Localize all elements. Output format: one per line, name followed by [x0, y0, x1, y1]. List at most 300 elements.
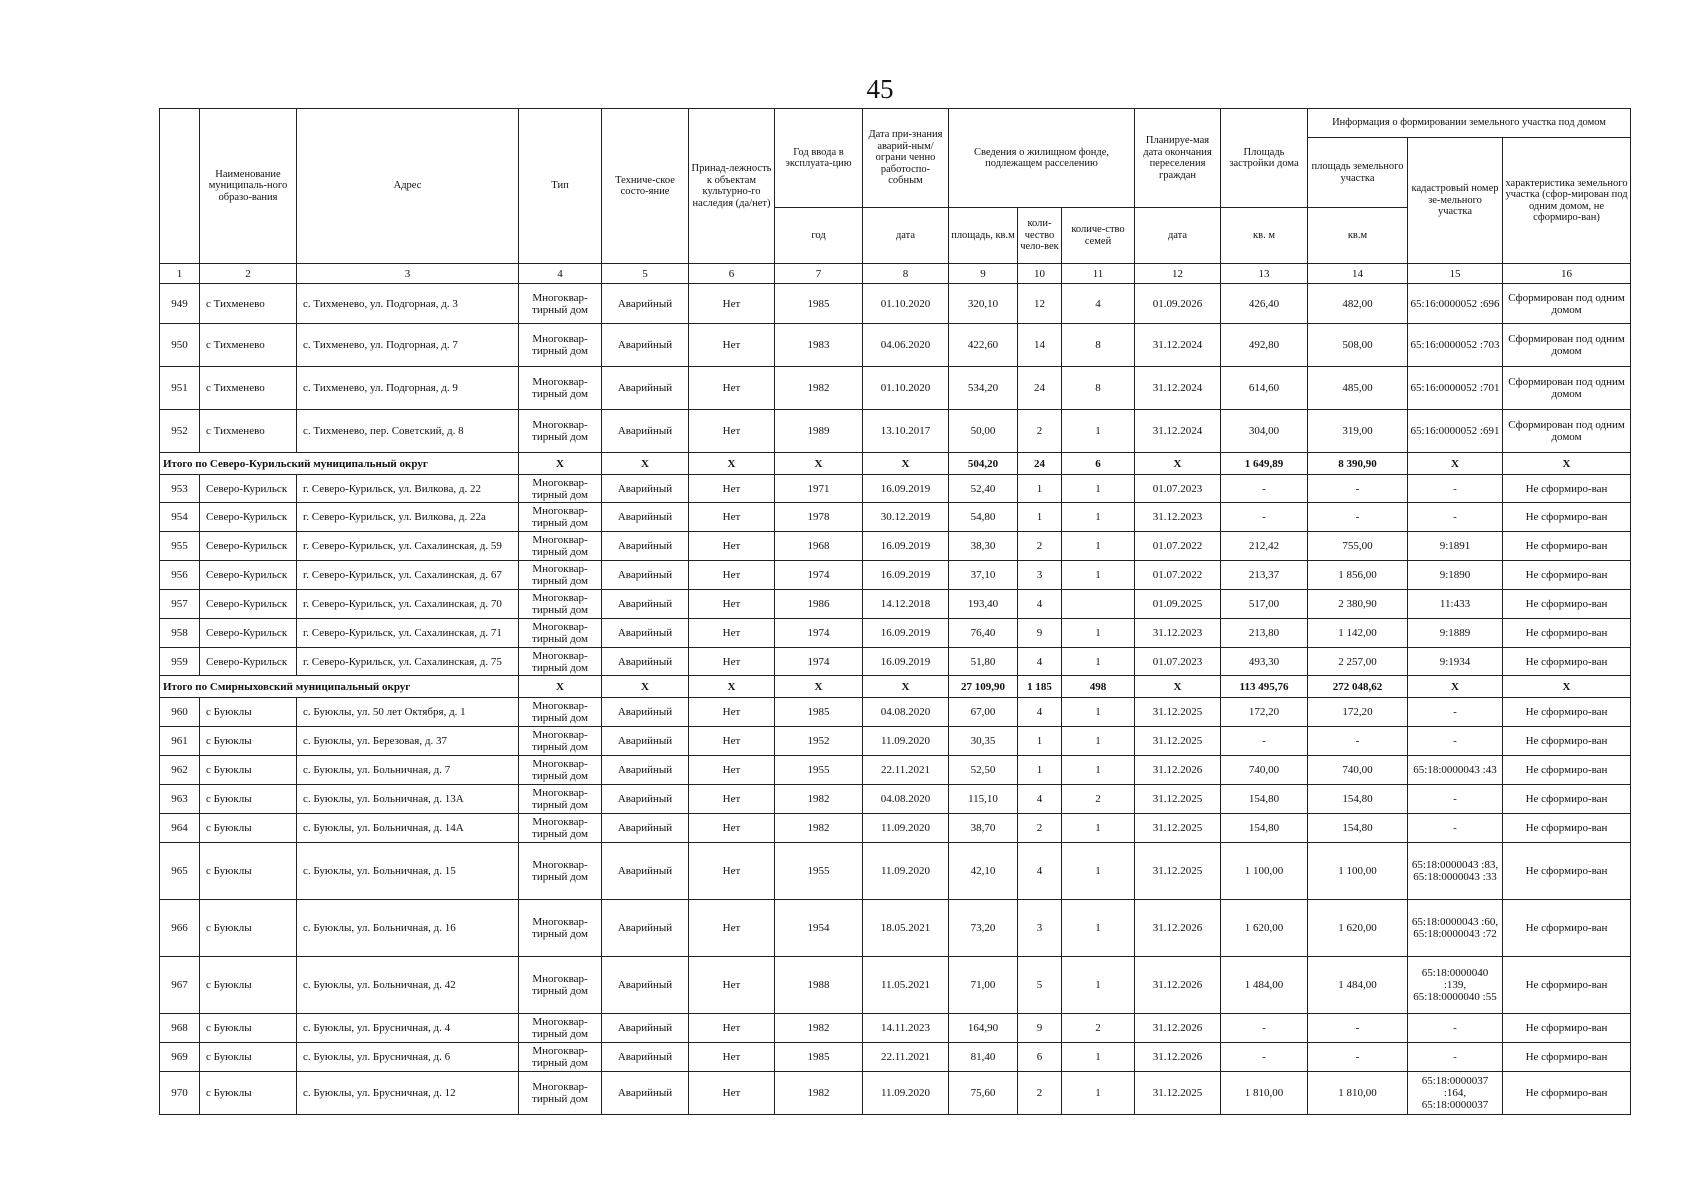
cell-municipality: с Буюклы [200, 1072, 297, 1115]
cell-building-type: Многоквар-тирный дом [519, 410, 602, 453]
table-row [160, 698, 1631, 727]
cell-people-count: 2 [1018, 532, 1062, 561]
cell-building-area: 154,80 [1221, 814, 1308, 843]
cell-planned-resettlement-date: 31.12.2026 [1135, 900, 1221, 957]
cell-people-count: 4 [1018, 698, 1062, 727]
cell-building-type: Многоквар-тирный дом [519, 1014, 602, 1043]
cell-technical-state: Аварийный [602, 727, 689, 756]
cell-building-type: Многоквар-тирный дом [519, 785, 602, 814]
cell-year-commissioned: 1971 [775, 475, 863, 503]
cell-technical-state: Аварийный [602, 561, 689, 590]
cell-housing-area: 52,40 [949, 475, 1018, 503]
cell-family-count: 1 [1062, 843, 1135, 900]
header-land-group: Информация о формировании земельного участка под домом [1308, 109, 1631, 138]
subtotal-planned-resettlement-date: X [1135, 453, 1221, 475]
cell-heritage-flag: Нет [689, 1014, 775, 1043]
cell-municipality: с Буюклы [200, 957, 297, 1014]
emergency-housing-table [159, 108, 1631, 1115]
cell-housing-area: 50,00 [949, 410, 1018, 453]
cell-family-count: 1 [1062, 1072, 1135, 1115]
subtotal-building-area: 113 495,76 [1221, 676, 1308, 698]
header-people: коли-чество чело-век [1018, 208, 1062, 264]
cell-land-area: 1 620,00 [1308, 900, 1408, 957]
cell-building-area: 493,30 [1221, 648, 1308, 676]
header-families: количе-ство семей [1062, 208, 1135, 264]
cell-land-area: 154,80 [1308, 814, 1408, 843]
cell-date-recognized: 16.09.2019 [863, 619, 949, 648]
cell-building-area: 740,00 [1221, 756, 1308, 785]
cell-family-count [1062, 590, 1135, 619]
cell-municipality: с Тихменево [200, 367, 297, 410]
cell-land-status: Не сформиро-ван [1503, 1072, 1631, 1115]
cell-address: с. Буюклы, ул. Больничная, д. 15 [297, 843, 519, 900]
cell-people-count: 12 [1018, 284, 1062, 324]
cell-land-status: Не сформиро-ван [1503, 785, 1631, 814]
cell-row-number: 965 [160, 843, 200, 900]
cell-housing-area: 115,10 [949, 785, 1018, 814]
cell-building-area: 426,40 [1221, 284, 1308, 324]
cell-land-area: - [1308, 1043, 1408, 1072]
cell-housing-area: 320,10 [949, 284, 1018, 324]
cell-heritage-flag: Нет [689, 590, 775, 619]
cell-year-commissioned: 1955 [775, 756, 863, 785]
cell-building-area: - [1221, 503, 1308, 532]
cell-date-recognized: 04.08.2020 [863, 698, 949, 727]
header-type: Тип [519, 109, 602, 264]
cell-land-status: Не сформиро-ван [1503, 648, 1631, 676]
cell-cadastral-number: 65:18:0000043 :43 [1408, 756, 1503, 785]
cell-heritage-flag: Нет [689, 561, 775, 590]
table-row [160, 843, 1631, 900]
cell-date-recognized: 11.09.2020 [863, 843, 949, 900]
table-row [160, 619, 1631, 648]
cell-family-count: 1 [1062, 532, 1135, 561]
cell-cadastral-number: - [1408, 475, 1503, 503]
subtotal-label: Итого по Северо-Курильский муниципальный округ [160, 453, 519, 475]
subtotal-people-count: 24 [1018, 453, 1062, 475]
cell-building-type: Многоквар-тирный дом [519, 900, 602, 957]
cell-people-count: 4 [1018, 648, 1062, 676]
cell-family-count: 1 [1062, 900, 1135, 957]
cell-people-count: 3 [1018, 900, 1062, 957]
cell-date-recognized: 14.11.2023 [863, 1014, 949, 1043]
cell-address: г. Северо-Курильск, ул. Сахалинская, д. 70 [297, 590, 519, 619]
cell-housing-area: 76,40 [949, 619, 1018, 648]
cell-planned-resettlement-date: 31.12.2026 [1135, 756, 1221, 785]
cell-building-area: 172,20 [1221, 698, 1308, 727]
cell-heritage-flag: Нет [689, 900, 775, 957]
cell-family-count: 2 [1062, 1014, 1135, 1043]
cell-heritage-flag: Нет [689, 619, 775, 648]
cell-cadastral-number: 65:16:0000052 :691 [1408, 410, 1503, 453]
cell-housing-area: 30,35 [949, 727, 1018, 756]
cell-date-recognized: 04.08.2020 [863, 785, 949, 814]
subtotal-date-recognized: X [863, 676, 949, 698]
cell-year-commissioned: 1986 [775, 590, 863, 619]
cell-municipality: с Буюклы [200, 1014, 297, 1043]
subtotal-year-commissioned: X [775, 676, 863, 698]
subtotal-heritage-flag: X [689, 676, 775, 698]
cell-land-area: 755,00 [1308, 532, 1408, 561]
subtotal-land-status: X [1503, 676, 1631, 698]
table-body [160, 284, 1631, 1115]
cell-land-area: - [1308, 475, 1408, 503]
table-row [160, 503, 1631, 532]
column-number: 11 [1062, 264, 1135, 284]
cell-housing-area: 73,20 [949, 900, 1018, 957]
cell-cadastral-number: 65:18:0000043 :83, 65:18:0000043 :33 [1408, 843, 1503, 900]
cell-people-count: 2 [1018, 1072, 1062, 1115]
cell-heritage-flag: Нет [689, 756, 775, 785]
table-row [160, 648, 1631, 676]
cell-family-count: 1 [1062, 1043, 1135, 1072]
cell-date-recognized: 11.09.2020 [863, 727, 949, 756]
cell-cadastral-number: - [1408, 1014, 1503, 1043]
cell-land-area: 319,00 [1308, 410, 1408, 453]
cell-cadastral-number: 9:1889 [1408, 619, 1503, 648]
subtotal-people-count: 1 185 [1018, 676, 1062, 698]
cell-date-recognized: 13.10.2017 [863, 410, 949, 453]
cell-municipality: Северо-Курильск [200, 532, 297, 561]
cell-building-area: - [1221, 1014, 1308, 1043]
subtotal-land-area: 8 390,90 [1308, 453, 1408, 475]
header-planned-sub: дата [1135, 208, 1221, 264]
cell-land-area: - [1308, 727, 1408, 756]
cell-heritage-flag: Нет [689, 367, 775, 410]
subtotal-land-area: 272 048,62 [1308, 676, 1408, 698]
cell-planned-resettlement-date: 01.09.2025 [1135, 590, 1221, 619]
cell-building-type: Многоквар-тирный дом [519, 843, 602, 900]
cell-land-area: 2 380,90 [1308, 590, 1408, 619]
column-number: 7 [775, 264, 863, 284]
column-number: 10 [1018, 264, 1062, 284]
table-row [160, 324, 1631, 367]
cell-family-count: 4 [1062, 284, 1135, 324]
cell-municipality: с Буюклы [200, 756, 297, 785]
cell-date-recognized: 22.11.2021 [863, 756, 949, 785]
column-number: 1 [160, 264, 200, 284]
cell-family-count: 1 [1062, 814, 1135, 843]
cell-planned-resettlement-date: 31.12.2026 [1135, 1014, 1221, 1043]
cell-land-status: Не сформиро-ван [1503, 532, 1631, 561]
cell-cadastral-number: 11:433 [1408, 590, 1503, 619]
cell-row-number: 949 [160, 284, 200, 324]
cell-building-type: Многоквар-тирный дом [519, 648, 602, 676]
cell-technical-state: Аварийный [602, 410, 689, 453]
cell-address: г. Северо-Курильск, ул. Вилкова, д. 22а [297, 503, 519, 532]
cell-heritage-flag: Нет [689, 785, 775, 814]
header-rownum [160, 109, 200, 264]
cell-row-number: 951 [160, 367, 200, 410]
table-row [160, 1043, 1631, 1072]
column-number: 8 [863, 264, 949, 284]
cell-heritage-flag: Нет [689, 814, 775, 843]
cell-planned-resettlement-date: 01.09.2026 [1135, 284, 1221, 324]
table-row [160, 900, 1631, 957]
cell-municipality: Северо-Курильск [200, 648, 297, 676]
cell-date-recognized: 16.09.2019 [863, 561, 949, 590]
subtotal-technical-state: X [602, 453, 689, 475]
cell-row-number: 958 [160, 619, 200, 648]
cell-building-type: Многоквар-тирный дом [519, 619, 602, 648]
cell-heritage-flag: Нет [689, 503, 775, 532]
cell-planned-resettlement-date: 01.07.2023 [1135, 648, 1221, 676]
cell-land-status: Сформирован под одним домом [1503, 284, 1631, 324]
cell-planned-resettlement-date: 01.07.2022 [1135, 532, 1221, 561]
cell-housing-area: 71,00 [949, 957, 1018, 1014]
subtotal-cadastral-number: X [1408, 453, 1503, 475]
header-address: Адрес [297, 109, 519, 264]
cell-building-type: Многоквар-тирный дом [519, 957, 602, 1014]
subtotal-family-count: 6 [1062, 453, 1135, 475]
cell-municipality: с Буюклы [200, 900, 297, 957]
cell-heritage-flag: Нет [689, 1043, 775, 1072]
subtotal-housing-area: 504,20 [949, 453, 1018, 475]
column-number: 6 [689, 264, 775, 284]
cell-cadastral-number: 65:18:0000037 :164, 65:18:0000037 [1408, 1072, 1503, 1115]
cell-planned-resettlement-date: 31.12.2024 [1135, 324, 1221, 367]
table-row [160, 532, 1631, 561]
subtotal-year-commissioned: X [775, 453, 863, 475]
cell-year-commissioned: 1968 [775, 532, 863, 561]
cell-building-type: Многоквар-тирный дом [519, 1043, 602, 1072]
cell-building-area: 1 620,00 [1221, 900, 1308, 957]
header-land-char: характеристика земельного участка (сфор-мирован под одним домом, не сформиро-ван) [1503, 138, 1631, 264]
cell-planned-resettlement-date: 31.12.2023 [1135, 503, 1221, 532]
cell-municipality: с Буюклы [200, 843, 297, 900]
cell-technical-state: Аварийный [602, 590, 689, 619]
table-row [160, 284, 1631, 324]
cell-date-recognized: 11.05.2021 [863, 957, 949, 1014]
cell-date-recognized: 01.10.2020 [863, 367, 949, 410]
cell-people-count: 4 [1018, 590, 1062, 619]
cell-housing-area: 193,40 [949, 590, 1018, 619]
cell-family-count: 1 [1062, 475, 1135, 503]
cell-land-area: 154,80 [1308, 785, 1408, 814]
cell-year-commissioned: 1974 [775, 561, 863, 590]
cell-technical-state: Аварийный [602, 475, 689, 503]
cell-cadastral-number: 65:18:0000043 :60, 65:18:0000043 :72 [1408, 900, 1503, 957]
cell-municipality: Северо-Курильск [200, 619, 297, 648]
cell-row-number: 956 [160, 561, 200, 590]
cell-year-commissioned: 1974 [775, 619, 863, 648]
cell-address: с. Буюклы, ул. Брусничная, д. 12 [297, 1072, 519, 1115]
cell-year-commissioned: 1955 [775, 843, 863, 900]
cell-people-count: 6 [1018, 1043, 1062, 1072]
cell-municipality: Северо-Курильск [200, 475, 297, 503]
cell-building-area: 154,80 [1221, 785, 1308, 814]
header-cadastral: кадастровый номер зе-мельного участка [1408, 138, 1503, 264]
cell-housing-area: 81,40 [949, 1043, 1018, 1072]
cell-year-commissioned: 1989 [775, 410, 863, 453]
cell-date-recognized: 14.12.2018 [863, 590, 949, 619]
cell-housing-area: 52,50 [949, 756, 1018, 785]
cell-building-type: Многоквар-тирный дом [519, 727, 602, 756]
cell-row-number: 968 [160, 1014, 200, 1043]
cell-planned-resettlement-date: 31.12.2026 [1135, 957, 1221, 1014]
cell-date-recognized: 16.09.2019 [863, 532, 949, 561]
cell-heritage-flag: Нет [689, 284, 775, 324]
cell-row-number: 957 [160, 590, 200, 619]
cell-cadastral-number: - [1408, 785, 1503, 814]
cell-cadastral-number: 65:18:0000040 :139, 65:18:0000040 :55 [1408, 957, 1503, 1014]
column-number: 3 [297, 264, 519, 284]
subtotal-cadastral-number: X [1408, 676, 1503, 698]
cell-land-area: 1 484,00 [1308, 957, 1408, 1014]
cell-building-type: Многоквар-тирный дом [519, 698, 602, 727]
cell-people-count: 2 [1018, 410, 1062, 453]
cell-housing-area: 38,30 [949, 532, 1018, 561]
cell-planned-resettlement-date: 01.07.2022 [1135, 561, 1221, 590]
cell-family-count: 1 [1062, 410, 1135, 453]
cell-address: г. Северо-Курильск, ул. Сахалинская, д. 67 [297, 561, 519, 590]
cell-municipality: с Буюклы [200, 727, 297, 756]
table-row [160, 561, 1631, 590]
cell-people-count: 9 [1018, 619, 1062, 648]
header-heritage: Принад-лежность к объектам культурно-го наследия (да/нет) [689, 109, 775, 264]
header-date-sub: дата [863, 208, 949, 264]
subtotal-planned-resettlement-date: X [1135, 676, 1221, 698]
cell-row-number: 962 [160, 756, 200, 785]
cell-date-recognized: 11.09.2020 [863, 1072, 949, 1115]
subtotal-building-type: X [519, 676, 602, 698]
cell-building-type: Многоквар-тирный дом [519, 324, 602, 367]
cell-cadastral-number: - [1408, 503, 1503, 532]
cell-year-commissioned: 1982 [775, 367, 863, 410]
cell-family-count: 1 [1062, 957, 1135, 1014]
cell-housing-area: 164,90 [949, 1014, 1018, 1043]
column-number: 16 [1503, 264, 1631, 284]
cell-row-number: 970 [160, 1072, 200, 1115]
cell-row-number: 955 [160, 532, 200, 561]
cell-land-status: Не сформиро-ван [1503, 1043, 1631, 1072]
cell-building-type: Многоквар-тирный дом [519, 814, 602, 843]
header-land-area: площадь земельного участка [1308, 138, 1408, 208]
cell-land-status: Не сформиро-ван [1503, 698, 1631, 727]
cell-land-status: Не сформиро-ван [1503, 814, 1631, 843]
cell-building-area: - [1221, 475, 1308, 503]
cell-building-type: Многоквар-тирный дом [519, 756, 602, 785]
column-number: 5 [602, 264, 689, 284]
header-build-area: Площадь застройки дома [1221, 109, 1308, 208]
cell-planned-resettlement-date: 31.12.2024 [1135, 410, 1221, 453]
cell-date-recognized: 16.09.2019 [863, 648, 949, 676]
cell-family-count: 1 [1062, 698, 1135, 727]
table-row [160, 785, 1631, 814]
cell-municipality: с Буюклы [200, 1043, 297, 1072]
cell-heritage-flag: Нет [689, 843, 775, 900]
column-number: 12 [1135, 264, 1221, 284]
cell-land-status: Не сформиро-ван [1503, 1014, 1631, 1043]
cell-row-number: 960 [160, 698, 200, 727]
cell-planned-resettlement-date: 31.12.2024 [1135, 367, 1221, 410]
cell-land-status: Сформирован под одним домом [1503, 324, 1631, 367]
cell-people-count: 1 [1018, 503, 1062, 532]
cell-row-number: 952 [160, 410, 200, 453]
header-housing-group: Сведения о жилищном фонде, подлежащем расселению [949, 109, 1135, 208]
cell-cadastral-number: 65:16:0000052 :701 [1408, 367, 1503, 410]
cell-heritage-flag: Нет [689, 475, 775, 503]
cell-heritage-flag: Нет [689, 1072, 775, 1115]
cell-cadastral-number: 9:1890 [1408, 561, 1503, 590]
cell-year-commissioned: 1985 [775, 284, 863, 324]
cell-year-commissioned: 1982 [775, 1014, 863, 1043]
table-row [160, 1014, 1631, 1043]
cell-planned-resettlement-date: 31.12.2025 [1135, 843, 1221, 900]
cell-land-status: Не сформиро-ван [1503, 900, 1631, 957]
table-row [160, 957, 1631, 1014]
cell-technical-state: Аварийный [602, 648, 689, 676]
cell-cadastral-number: 9:1891 [1408, 532, 1503, 561]
cell-building-type: Многоквар-тирный дом [519, 561, 602, 590]
cell-building-area: - [1221, 1043, 1308, 1072]
cell-year-commissioned: 1978 [775, 503, 863, 532]
cell-municipality: с Тихменево [200, 284, 297, 324]
cell-year-commissioned: 1974 [775, 648, 863, 676]
cell-address: с. Буюклы, ул. Больничная, д. 14А [297, 814, 519, 843]
cell-land-status: Не сформиро-ван [1503, 756, 1631, 785]
cell-housing-area: 67,00 [949, 698, 1018, 727]
cell-municipality: с Буюклы [200, 785, 297, 814]
subtotal-label: Итого по Смирныховский муниципальный округ [160, 676, 519, 698]
cell-address: с. Буюклы, ул. Брусничная, д. 6 [297, 1043, 519, 1072]
cell-family-count: 1 [1062, 756, 1135, 785]
cell-building-area: - [1221, 727, 1308, 756]
cell-technical-state: Аварийный [602, 532, 689, 561]
cell-building-area: 517,00 [1221, 590, 1308, 619]
cell-heritage-flag: Нет [689, 727, 775, 756]
cell-people-count: 14 [1018, 324, 1062, 367]
header-municipality: Наименование муниципаль-ного образо-вания [200, 109, 297, 264]
cell-year-commissioned: 1982 [775, 1072, 863, 1115]
cell-address: с. Буюклы, ул. Березовая, д. 37 [297, 727, 519, 756]
cell-land-status: Не сформиро-ван [1503, 727, 1631, 756]
cell-land-status: Сформирован под одним домом [1503, 367, 1631, 410]
cell-heritage-flag: Нет [689, 324, 775, 367]
cell-land-area: 2 257,00 [1308, 648, 1408, 676]
cell-land-area: 1 142,00 [1308, 619, 1408, 648]
cell-row-number: 953 [160, 475, 200, 503]
cell-municipality: Северо-Курильск [200, 561, 297, 590]
cell-land-status: Не сформиро-ван [1503, 561, 1631, 590]
cell-land-area: 1 856,00 [1308, 561, 1408, 590]
cell-row-number: 969 [160, 1043, 200, 1072]
cell-land-status: Не сформиро-ван [1503, 957, 1631, 1014]
table-row [160, 727, 1631, 756]
cell-housing-area: 42,10 [949, 843, 1018, 900]
cell-heritage-flag: Нет [689, 532, 775, 561]
cell-row-number: 966 [160, 900, 200, 957]
cell-building-type: Многоквар-тирный дом [519, 475, 602, 503]
cell-land-area: 485,00 [1308, 367, 1408, 410]
cell-technical-state: Аварийный [602, 698, 689, 727]
cell-cadastral-number: - [1408, 1043, 1503, 1072]
cell-planned-resettlement-date: 31.12.2025 [1135, 698, 1221, 727]
cell-technical-state: Аварийный [602, 503, 689, 532]
cell-land-area: 508,00 [1308, 324, 1408, 367]
cell-people-count: 9 [1018, 1014, 1062, 1043]
cell-building-area: 614,60 [1221, 367, 1308, 410]
table-row [160, 410, 1631, 453]
cell-heritage-flag: Нет [689, 648, 775, 676]
column-number: 14 [1308, 264, 1408, 284]
cell-family-count: 2 [1062, 785, 1135, 814]
cell-date-recognized: 01.10.2020 [863, 284, 949, 324]
cell-address: с. Буюклы, ул. Больничная, д. 16 [297, 900, 519, 957]
cell-date-recognized: 04.06.2020 [863, 324, 949, 367]
cell-building-area: 1 484,00 [1221, 957, 1308, 1014]
cell-year-commissioned: 1985 [775, 698, 863, 727]
